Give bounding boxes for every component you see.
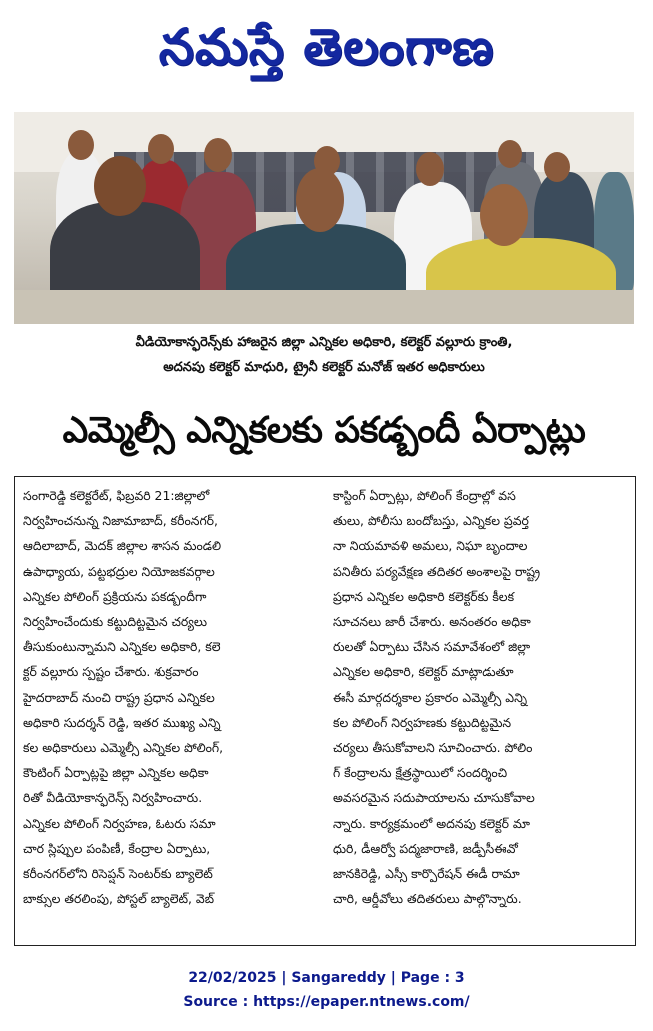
source-link[interactable]: Source : https://epaper.ntnews.com/ (183, 994, 470, 1010)
text-line: చారి, ఆర్డీవోలు తదితరులు పాల్గొన్నారు. (333, 891, 522, 907)
text-line: అధికారి సుదర్శన్ రెడ్డి, ఇతర ముఖ్య ఎన్ని (23, 714, 221, 730)
text-line: రులతో ఏర్పాటు చేసిన సమావేశంలో జిల్లా (333, 639, 531, 655)
text-line: సూచనలు జారీ చేశారు. అనంతరం అధికా (333, 614, 531, 630)
photo-head (148, 134, 174, 164)
text-line: పనితీరు పర్యవేక్షణ తదితర అంశాలపై రాష్ట్ర (333, 563, 541, 579)
article-body (14, 476, 636, 946)
photo-desk (14, 290, 634, 324)
photo-head (204, 138, 232, 172)
text-line: గ్ కేంద్రాలను క్షేత్రస్థాయిలో సందర్శించి (333, 765, 508, 781)
text-line: రితో వీడియోకాన్ఫరెన్స్ నిర్వహించారు. (23, 790, 203, 806)
text-line: అవసరమైన సదుపాయాలను చూసుకోవాల (333, 790, 535, 806)
text-line: తులు, పోలీసు బందోబస్తు, ఎన్నికల ప్రవర్త (333, 513, 529, 529)
text-line: ఈసీ మార్గదర్శకాల ప్రకారం ఎమ్మెల్సీ ఎన్ని (333, 689, 527, 705)
caption-line: వీడియోకాన్ఫరెన్స్‌కు హాజరైన జిల్లా ఎన్నికల అధికారి, కలెక్టర్ వల్లూరు క్రాంతి, (135, 335, 513, 350)
text-line: న్నారు. కార్యక్రమంలో అదనపు కలెక్టర్ మా (333, 815, 530, 831)
text-line: కల అధికారులు ఎమ్మెల్సీ ఎన్నికల పోలింగ్, (23, 740, 224, 756)
text-line: చార స్లిప్పుల పంపిణీ, కేంద్రాల ఏర్పాటు, (23, 840, 211, 856)
text-line: ప్రధాన ఎన్నికల అధికారి కలెక్టర్‌కు కీలక (333, 588, 515, 604)
text-line: తీసుకుంటున్నామని ఎన్నికల అధికారి, కలె (23, 639, 221, 655)
text-line: కౌంటింగ్ ఏర్పాట్లపై జిల్లా ఎన్నికల అధికా (23, 765, 209, 781)
photo-head (480, 184, 528, 246)
text-line: ఎన్నికల అధికారి, కలెక్టర్ మాట్లాడుతూ (333, 664, 514, 680)
text-line: సంగారెడ్డి కలెక్టరేట్, ఫిబ్రవరి 21:జిల్లాలో (23, 488, 210, 503)
text-line: ఉపాధ్యాయ, పట్టభద్రుల నియోజకవర్గాల (23, 563, 215, 579)
photo-head (416, 152, 444, 186)
text-line: ధురి, డీఆర్వో పద్మజారాణి, జడ్పీసీఈవో (333, 840, 518, 856)
masthead (0, 4, 653, 96)
page-footer (0, 966, 653, 1014)
text-line: కరీంనగర్‌లోని రిసెప్షన్ సెంటర్‌కు బ్యాలెట్ (23, 866, 213, 882)
text-line: హైదరాబాద్ నుంచి రాష్ట్ర ప్రధాన ఎన్నికల (23, 689, 215, 705)
text-line: కల పోలింగ్ నిర్వహణకు కట్టుదిట్టమైన (333, 714, 512, 730)
photo-head (498, 140, 522, 168)
text-line: బాక్సుల తరలింపు, పోస్టల్ బ్యాలెట్, వెబ్ (23, 891, 215, 907)
edition-info: 22/02/2025 | Sangareddy | Page : 3 (188, 970, 465, 986)
text-line: ఎన్నికల పోలింగ్ నిర్వహణ, ఓటరు సమా (23, 815, 216, 831)
text-line: ఆదిలాబాద్, మెదక్ జిల్లాల శాసన మండలి (23, 538, 222, 554)
text-line: నిర్వహించనున్న నిజామాబాద్, కరీంనగర్, (23, 513, 218, 529)
photo-head (296, 168, 344, 232)
news-photo (14, 112, 634, 324)
text-line: జానకిరెడ్డి, ఎస్సీ కార్పొరేషన్ ఈడీ రామా (333, 866, 520, 882)
text-line: క్టర్ వల్లూరు స్పష్టం చేశారు. శుక్రవారం (23, 664, 199, 680)
photo-head (68, 130, 94, 160)
article-headline: ఎమ్మెల్సీ ఎన్నికలకు పకడ్బందీ ఏర్పాట్లు (62, 410, 586, 451)
article-column-left (23, 483, 313, 911)
newspaper-logo: నమస్తే తెలంగాణ (158, 18, 495, 76)
photo-head (544, 152, 570, 182)
text-line: చర్యలు తీసుకోవాలని సూచించారు. పోలిం (333, 740, 533, 756)
text-line: కాస్టింగ్ ఏర్పాట్లు, పోలింగ్ కేంద్రాల్లో వస (333, 488, 516, 503)
caption-line: అదనపు కలెక్టర్ మాధురి, ట్రైనీ కలెక్టర్ మనోజ్ ఇతర అధికారులు (163, 360, 485, 375)
article-column-right (333, 483, 623, 911)
text-line: నా నియమావళి అమలు, నిఘా బృందాల (333, 538, 528, 554)
photo-caption (14, 330, 634, 380)
text-line: ఎన్నికల పోలింగ్ ప్రక్రియను పకడ్బందీగా (23, 588, 207, 604)
text-line: నిర్వహించేందుకు కట్టుదిట్టమైన చర్యలు (23, 614, 207, 630)
photo-head (94, 156, 146, 216)
